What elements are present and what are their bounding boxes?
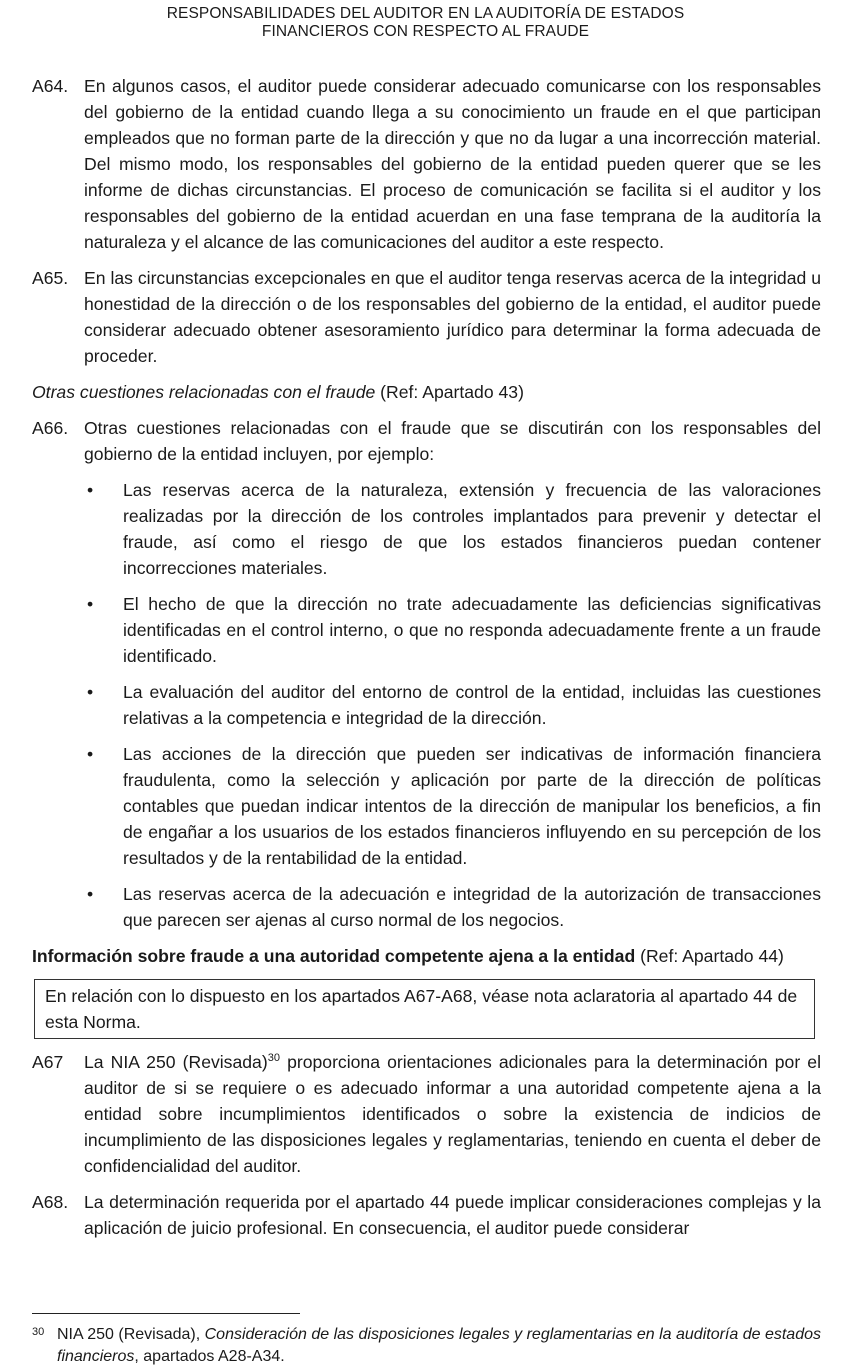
bullet-icon: •	[87, 594, 94, 614]
section-subheading	[32, 379, 821, 405]
list-item-text: La evaluación del auditor del entorno de control de la entidad, incluidas las cuestiones relativas a la competencia e integridad de la dirección.	[123, 682, 821, 728]
paragraph-number: A65.	[32, 268, 69, 288]
footnote-divider	[32, 1313, 300, 1314]
paragraph-number: A67	[32, 1052, 64, 1072]
heading-title: Información sobre fraude a una autoridad competente ajena a la entidad	[32, 946, 636, 966]
header-line-2: FINANCIEROS CON RESPECTO AL FRAUDE	[261, 23, 590, 40]
paragraph-text: La determinación requerida por el apartado 44 puede implicar consideraciones complejas y la aplicación de juicio profesional. En consecuencia, el auditor puede considerar	[84, 1192, 821, 1238]
paragraph-text: En algunos casos, el auditor puede considerar adecuado comunicarse con los responsables del gobierno de la entidad cuando llega a su conocimiento un fraude en el que participan empleados que no forman parte de la dirección y que no da lugar a una incorrección material. Del mismo modo, los responsables del gobierno de la entidad pueden querer que se les informe de dichas circunstancias. El proceso de comunicación se facilita si el auditor y los responsables del gobierno de la entidad acuerdan en una fase temprana de la auditoría la naturaleza y el alcance de las comunicaciones del auditor a este respecto.	[84, 76, 821, 252]
paragraph-a66	[32, 415, 821, 467]
list-item	[32, 477, 821, 581]
paragraph-a64	[32, 73, 821, 255]
list-item-text: Las acciones de la dirección que pueden ser indicativas de información financiera fraudulenta, como la selección y aplicación por parte de la dirección de políticas contables que puedan indicar intentos de la dirección de manipular los beneficios, a fin de engañar a los usuarios de los estados financieros influyendo en su percepción de los resultados y de la rentabilidad de la entidad.	[123, 744, 821, 868]
paragraph-text-start: La NIA 250 (Revisada)	[84, 1052, 268, 1072]
paragraph-a65	[32, 265, 821, 369]
heading-ref: (Ref: Apartado 44)	[635, 946, 784, 966]
running-header	[0, 0, 851, 41]
paragraph-text: En las circunstancias excepcionales en que el auditor tenga reservas acerca de la integridad u honestidad de la dirección o de los responsables del gobierno de la entidad, el auditor puede considerar adecuado obtener asesoramiento jurídico para determinar la forma adecuada de proceder.	[84, 268, 821, 366]
footnote-text	[57, 1324, 821, 1368]
paragraph-text: Otras cuestiones relacionadas con el fraude que se discutirán con los responsables del gobierno de la entidad incluyen, por ejemplo:	[84, 418, 821, 464]
section-heading	[32, 943, 821, 969]
bullet-icon: •	[87, 480, 94, 500]
footnote-number: 30	[32, 1326, 45, 1338]
list-item-text: Las reservas acerca de la naturaleza, extensión y frecuencia de las valoraciones realizadas por la dirección de los controles implantados para prevenir y detectar el fraude, así como el riesgo de que los estados financieros puedan contener incorrecciones materiales.	[123, 480, 821, 578]
page-body	[32, 73, 821, 1241]
footnote	[32, 1324, 821, 1368]
bullet-icon: •	[87, 682, 94, 702]
paragraph-text	[84, 1049, 821, 1179]
paragraph-a67	[32, 1049, 821, 1179]
footnote-text-start: NIA 250 (Revisada),	[57, 1326, 205, 1343]
paragraph-number: A68.	[32, 1192, 69, 1212]
paragraph-number: A66.	[32, 418, 69, 438]
header-line-1: RESPONSABILIDADES DEL AUDITOR EN LA AUDITORÍA DE ESTADOS	[166, 5, 685, 22]
list-item-text: El hecho de que la dirección no trate adecuadamente las deficiencias significativas identificadas en el control interno, o que no responda adecuadamente frente a un fraude identificado.	[123, 594, 821, 666]
subheading-title: Otras cuestiones relacionadas con el fraude	[32, 382, 376, 402]
list-item	[32, 679, 821, 731]
bullet-icon: •	[87, 744, 94, 764]
list-item	[32, 591, 821, 669]
list-item	[32, 741, 821, 871]
list-item-text: Las reservas acerca de la adecuación e integridad de la autorización de transacciones que parecen ser ajenas al curso normal de los negocios.	[123, 884, 821, 930]
bullet-icon: •	[87, 884, 94, 904]
footnote-reference[interactable]: 30	[267, 1052, 280, 1065]
footnote-title: Consideración de las disposiciones legales y reglamentarias en la auditoría de estados financieros	[57, 1326, 821, 1365]
subheading-ref: (Ref: Apartado 43)	[375, 382, 524, 402]
footnote-text-end: , apartados A28-A34.	[134, 1348, 285, 1365]
paragraph-a68	[32, 1189, 821, 1241]
note-box: En relación con lo dispuesto en los apartados A67-A68, véase nota aclaratoria al apartado 44 de esta Norma.	[34, 979, 815, 1039]
bullet-list	[32, 477, 821, 933]
list-item	[32, 881, 821, 933]
paragraph-text-end: proporciona orientaciones adicionales para la determinación por el auditor de si se requiere o es adecuado informar a una autoridad competente ajena a la entidad sobre incumplimientos identificados o sobre la existencia de indicios de incumplimiento de las disposiciones legales y reglamentarias, teniendo en cuenta el deber de confidencialidad del auditor.	[84, 1052, 822, 1176]
paragraph-number: A64.	[32, 76, 69, 96]
